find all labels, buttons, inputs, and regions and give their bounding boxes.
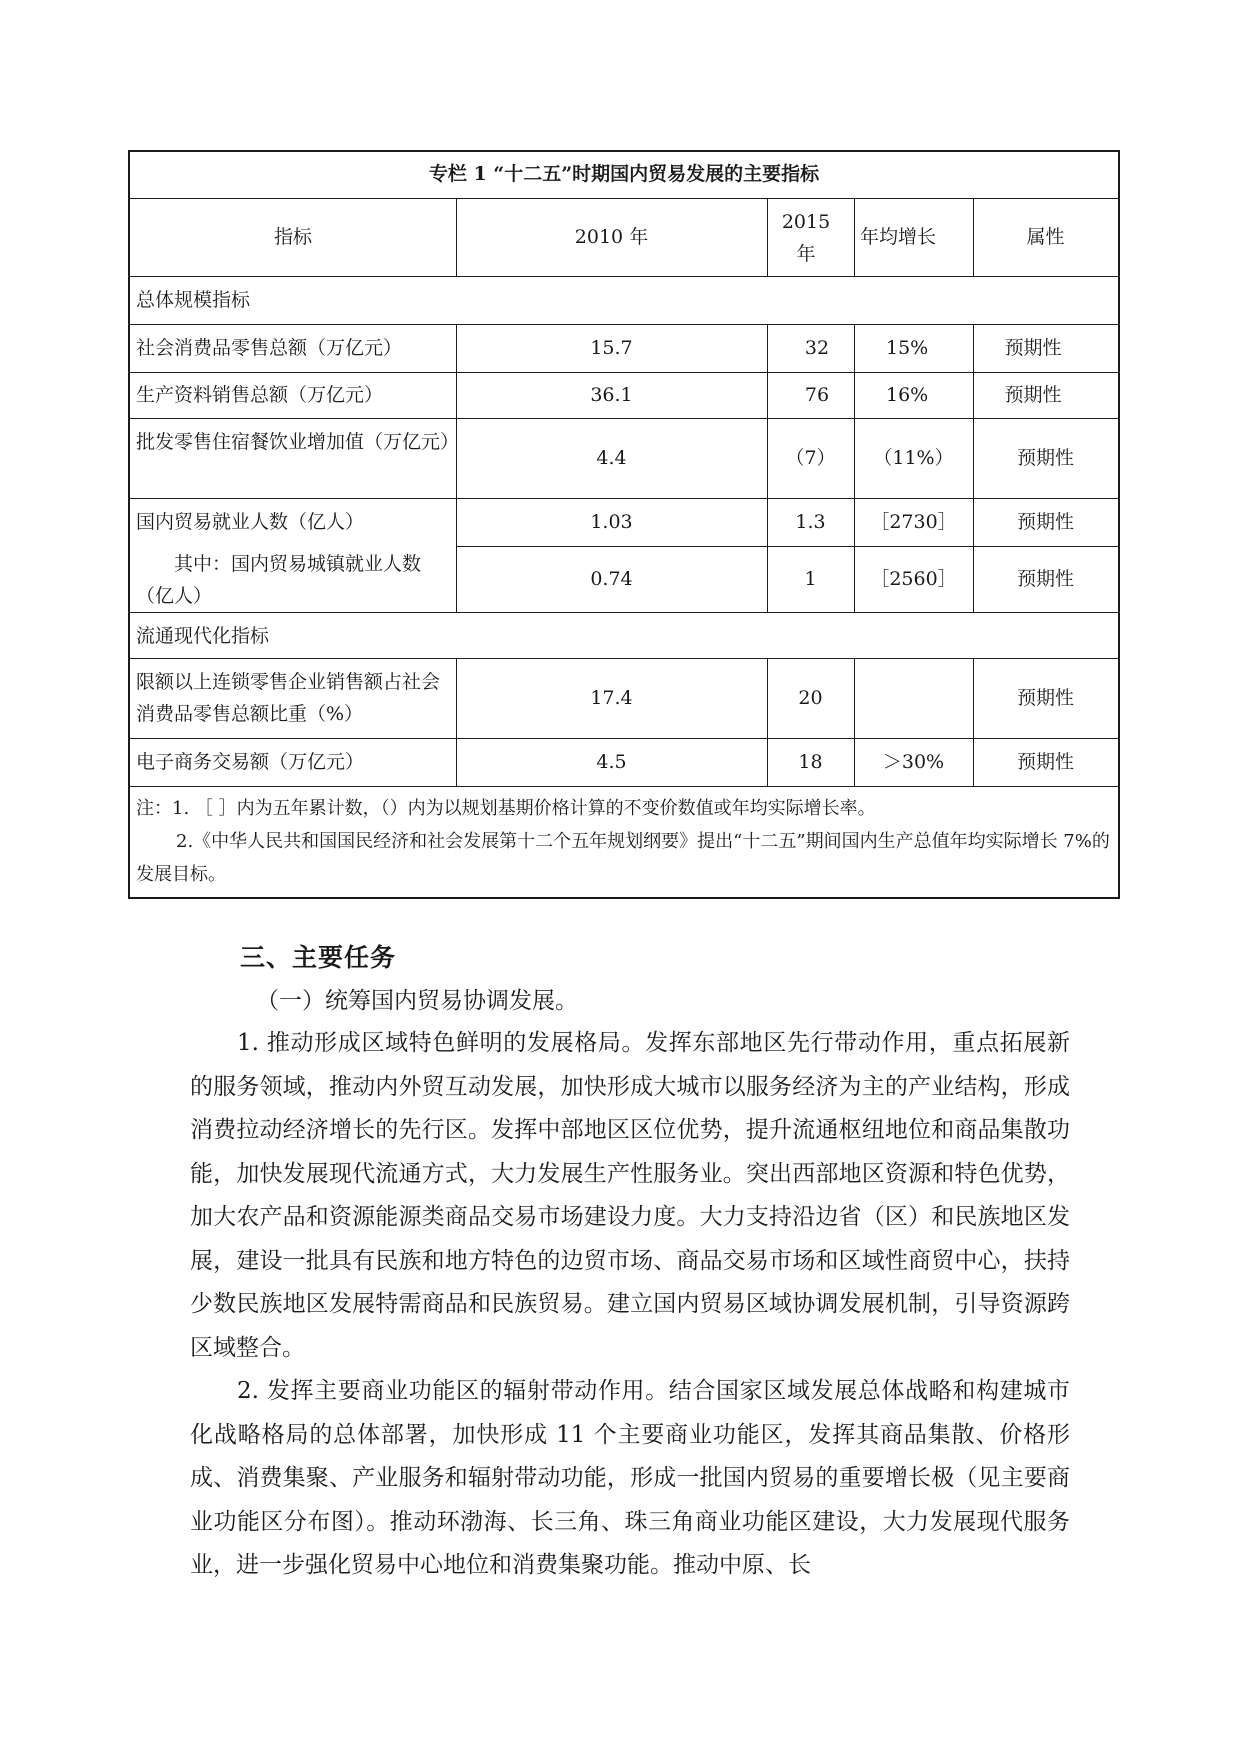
indicator-table [128,150,1120,899]
table-note-2: 2.《中华人民共和国国民经济和社会发展第十二个五年规划纲要》提出“十二五”期间国内生产总值年均实际增长 7%的发展目标。 [136,831,1110,885]
rule [130,276,1118,277]
row-growth: ＞30% [882,751,945,773]
row-growth: ［2730］ [870,511,957,533]
row-label: 限额以上连锁零售企业销售额占社会消费品零售总额比重（%） [136,671,441,725]
row-attribute: 预期性 [1016,751,1074,773]
row-2010: 17.4 [590,687,633,709]
rule [456,546,1118,547]
rule [130,418,1118,419]
row-label: 生产资料销售总额（万亿元） [136,384,384,406]
row-2015: 18 [798,751,823,773]
row-label: 国内贸易就业人数（亿人） [136,511,365,533]
row-label: 其中：国内贸易城镇就业人数（亿人） [136,553,422,607]
rule [130,198,1118,199]
header-2010: 2010 年 [574,226,649,248]
row-attribute: 预期性 [1004,337,1062,359]
row-2010: 4.4 [596,447,627,469]
row-2010: 0.74 [590,568,633,590]
row-2015: 20 [798,687,823,709]
subsection-heading: （一）统筹国内贸易协调发展。 [256,988,578,1014]
rule [130,658,1118,659]
row-label: 批发零售住宿餐饮业增加值（万亿元） [136,431,460,453]
row-attribute: 预期性 [1016,687,1074,709]
row-label: 社会消费品零售总额（万亿元） [136,337,403,359]
rule [130,324,1118,325]
rule [130,498,1118,499]
header-growth: 年均增长 [860,226,937,248]
row-growth: 15% [886,337,929,359]
row-attribute: 预期性 [1004,384,1062,406]
header-attribute: 属性 [1026,226,1065,248]
row-2010: 1.03 [590,511,633,533]
row-growth: 16% [886,384,929,406]
row-label: 电子商务交易额（万亿元） [136,751,365,773]
row-attribute: 预期性 [1016,447,1074,469]
header-indicator: 指标 [273,226,312,248]
row-growth: ［2560］ [870,568,957,590]
section-label: 流通现代化指标 [136,625,270,647]
rule [854,198,855,276]
section-label: 总体规模指标 [136,289,251,311]
rule [767,198,768,276]
header-2015: 2015 年 [781,211,831,265]
rule [130,786,1118,787]
row-2015: 1 [804,568,817,590]
row-2010: 36.1 [590,384,633,406]
table-title: 专栏 1 “十二五”时期国内贸易发展的主要指标 [428,163,820,185]
row-2015: 32 [804,337,830,359]
row-2015: （7） [785,447,836,469]
row-attribute: 预期性 [1016,511,1074,533]
paragraph: 2. 发挥主要商业功能区的辐射带动作用。结合国家区域发展总体战略和构建城市化战略格局的总体部署，加快形成 11 个主要商业功能区，发挥其商品集散、价格形成、消费集聚、产业服务和辐射带动功能，形成一批国内贸易的重要增长极（见主要商业功能区分布图）。推动环渤海、长三角、珠三角商业功能区建设，大力发展现代服务业，进一步强化贸易中心地位和消费集聚功能。推动中原、长 [190,1378,1070,1578]
row-attribute: 预期性 [1016,568,1074,590]
row-2010: 4.5 [596,751,627,773]
section-heading: 三、主要任务 [240,943,397,972]
rule [130,738,1118,739]
paragraph: 1. 推动形成区域特色鲜明的发展格局。发挥东部地区先行带动作用，重点拓展新的服务领域，推动内外贸互动发展，加快形成大城市以服务经济为主的产业结构，形成消费拉动经济增长的先行区。发挥中部地区区位优势，提升流通枢纽地位和商品集散功能，加快发展现代流通方式，大力发展生产性服务业。突出西部地区资源和特色优势，加大农产品和资源能源类商品交易市场建设力度。大力支持沿边省（区）和民族地区发展，建设一批具有民族和地方特色的边贸市场、商品交易市场和区域性商贸中心，扶持少数民族地区发展特需商品和民族贸易。建立国内贸易区域协调发展机制，引导资源跨区域整合。 [190,1030,1070,1361]
row-2015: 1.3 [795,511,826,533]
rule [130,372,1118,373]
row-2015: 76 [804,384,830,406]
rule [130,612,1118,613]
table-note-1: 注：1. ［ ］内为五年累计数，（）内为以规划基期价格计算的不变价数值或年均实际增长率。 [136,798,876,819]
row-2010: 15.7 [590,337,633,359]
row-growth: （11%） [873,447,954,469]
